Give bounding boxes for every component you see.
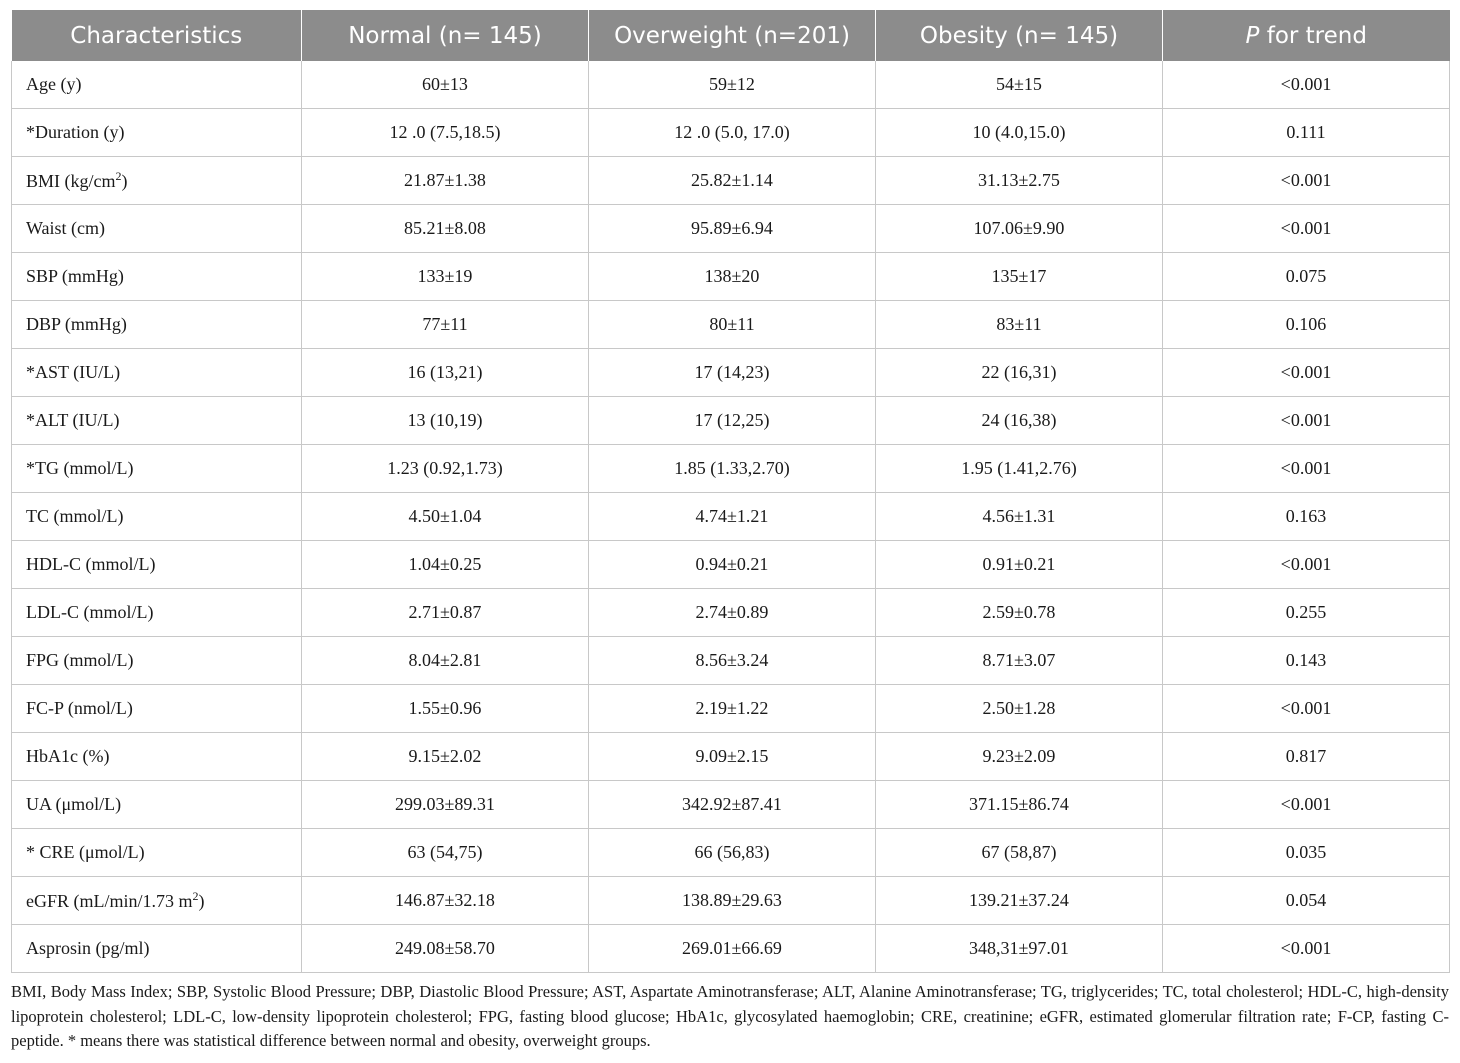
cell-overweight: 0.94±0.21 bbox=[589, 541, 876, 589]
header-p-italic: P bbox=[1245, 22, 1260, 49]
header-p-rest: for trend bbox=[1259, 22, 1367, 49]
cell-obesity: 8.71±3.07 bbox=[876, 637, 1163, 685]
cell-obesity: 135±17 bbox=[876, 253, 1163, 301]
cell-overweight: 95.89±6.94 bbox=[589, 205, 876, 253]
cell-obesity: 2.50±1.28 bbox=[876, 685, 1163, 733]
characteristics-table bbox=[11, 10, 1450, 973]
table-row bbox=[12, 157, 1450, 205]
cell-p-for-trend: 0.054 bbox=[1163, 877, 1450, 925]
row-label: SBP (mmHg) bbox=[12, 253, 302, 301]
cell-normal: 249.08±58.70 bbox=[302, 925, 589, 973]
cell-normal: 9.15±2.02 bbox=[302, 733, 589, 781]
table-row bbox=[12, 253, 1450, 301]
cell-obesity: 4.56±1.31 bbox=[876, 493, 1163, 541]
cell-obesity: 1.95 (1.41,2.76) bbox=[876, 445, 1163, 493]
header-p-for-trend bbox=[1163, 10, 1450, 61]
row-label-superscript: 2 bbox=[115, 169, 122, 183]
cell-normal: 299.03±89.31 bbox=[302, 781, 589, 829]
cell-normal: 1.04±0.25 bbox=[302, 541, 589, 589]
cell-p-for-trend: <0.001 bbox=[1163, 685, 1450, 733]
cell-overweight: 269.01±66.69 bbox=[589, 925, 876, 973]
row-label: *ALT (IU/L) bbox=[12, 397, 302, 445]
cell-normal: 133±19 bbox=[302, 253, 589, 301]
cell-normal: 21.87±1.38 bbox=[302, 157, 589, 205]
row-label: Asprosin (pg/ml) bbox=[12, 925, 302, 973]
characteristics-table-container bbox=[11, 10, 1449, 973]
cell-p-for-trend: 0.817 bbox=[1163, 733, 1450, 781]
cell-obesity: 67 (58,87) bbox=[876, 829, 1163, 877]
cell-p-for-trend: <0.001 bbox=[1163, 925, 1450, 973]
cell-overweight: 2.74±0.89 bbox=[589, 589, 876, 637]
table-row bbox=[12, 541, 1450, 589]
row-label: DBP (mmHg) bbox=[12, 301, 302, 349]
row-label: Age (y) bbox=[12, 61, 302, 109]
row-label: FC-P (nmol/L) bbox=[12, 685, 302, 733]
cell-overweight: 138.89±29.63 bbox=[589, 877, 876, 925]
cell-normal: 1.23 (0.92,1.73) bbox=[302, 445, 589, 493]
cell-p-for-trend: 0.111 bbox=[1163, 109, 1450, 157]
cell-p-for-trend: <0.001 bbox=[1163, 61, 1450, 109]
cell-obesity: 139.21±37.24 bbox=[876, 877, 1163, 925]
row-label: LDL-C (mmol/L) bbox=[12, 589, 302, 637]
cell-normal: 4.50±1.04 bbox=[302, 493, 589, 541]
cell-obesity: 83±11 bbox=[876, 301, 1163, 349]
cell-obesity: 31.13±2.75 bbox=[876, 157, 1163, 205]
cell-p-for-trend: <0.001 bbox=[1163, 781, 1450, 829]
table-row bbox=[12, 925, 1450, 973]
cell-p-for-trend: 0.035 bbox=[1163, 829, 1450, 877]
cell-normal: 12 .0 (7.5,18.5) bbox=[302, 109, 589, 157]
row-label: *Duration (y) bbox=[12, 109, 302, 157]
cell-overweight: 80±11 bbox=[589, 301, 876, 349]
cell-p-for-trend: <0.001 bbox=[1163, 445, 1450, 493]
cell-obesity: 348,31±97.01 bbox=[876, 925, 1163, 973]
cell-overweight: 9.09±2.15 bbox=[589, 733, 876, 781]
cell-obesity: 9.23±2.09 bbox=[876, 733, 1163, 781]
cell-normal: 77±11 bbox=[302, 301, 589, 349]
cell-p-for-trend: <0.001 bbox=[1163, 397, 1450, 445]
cell-overweight: 8.56±3.24 bbox=[589, 637, 876, 685]
row-label: UA (μmol/L) bbox=[12, 781, 302, 829]
cell-p-for-trend: <0.001 bbox=[1163, 541, 1450, 589]
table-row bbox=[12, 109, 1450, 157]
header-normal: Normal (n= 145) bbox=[302, 10, 589, 61]
cell-overweight: 12 .0 (5.0, 17.0) bbox=[589, 109, 876, 157]
table-footnote: BMI, Body Mass Index; SBP, Systolic Blood Pressure; DBP, Diastolic Blood Pressure; AST, Aspartate Aminotransferase; ALT, Alanine Aminotransferase; TG, triglycerides; TC, total cholesterol; HDL-C, high-density lipoprotein cholesterol; LDL-C, low-density lipoprotein cholesterol; FPG, fasting blood glucose; HbA1c, glycosylated haemoglobin; CRE, creatinine; eGFR, estimated glomerular filtration rate; F-CP, fasting C-peptide. * means there was statistical difference between normal and obesity, overweight groups. bbox=[11, 982, 1449, 1050]
cell-overweight: 4.74±1.21 bbox=[589, 493, 876, 541]
cell-obesity: 2.59±0.78 bbox=[876, 589, 1163, 637]
row-label: HDL-C (mmol/L) bbox=[12, 541, 302, 589]
cell-obesity: 24 (16,38) bbox=[876, 397, 1163, 445]
cell-normal: 63 (54,75) bbox=[302, 829, 589, 877]
row-label-text: eGFR (mL/min/1.73 m bbox=[26, 891, 193, 911]
cell-obesity: 371.15±86.74 bbox=[876, 781, 1163, 829]
table-row bbox=[12, 301, 1450, 349]
row-label: HbA1c (%) bbox=[12, 733, 302, 781]
cell-overweight: 17 (12,25) bbox=[589, 397, 876, 445]
cell-p-for-trend: 0.143 bbox=[1163, 637, 1450, 685]
cell-obesity: 22 (16,31) bbox=[876, 349, 1163, 397]
row-label: TC (mmol/L) bbox=[12, 493, 302, 541]
header-characteristics: Characteristics bbox=[12, 10, 302, 61]
cell-p-for-trend: <0.001 bbox=[1163, 157, 1450, 205]
table-row bbox=[12, 445, 1450, 493]
row-label-text-end: ) bbox=[121, 171, 128, 191]
header-overweight: Overweight (n=201) bbox=[589, 10, 876, 61]
cell-overweight: 1.85 (1.33,2.70) bbox=[589, 445, 876, 493]
cell-p-for-trend: 0.075 bbox=[1163, 253, 1450, 301]
row-label: *TG (mmol/L) bbox=[12, 445, 302, 493]
cell-overweight: 2.19±1.22 bbox=[589, 685, 876, 733]
cell-obesity: 54±15 bbox=[876, 61, 1163, 109]
cell-normal: 16 (13,21) bbox=[302, 349, 589, 397]
cell-overweight: 59±12 bbox=[589, 61, 876, 109]
table-header bbox=[12, 10, 1450, 61]
row-label-text: BMI (kg/cm bbox=[26, 171, 116, 191]
cell-overweight: 25.82±1.14 bbox=[589, 157, 876, 205]
row-label: *AST (IU/L) bbox=[12, 349, 302, 397]
row-label: * CRE (μmol/L) bbox=[12, 829, 302, 877]
table-row bbox=[12, 349, 1450, 397]
cell-normal: 2.71±0.87 bbox=[302, 589, 589, 637]
cell-obesity: 10 (4.0,15.0) bbox=[876, 109, 1163, 157]
cell-normal: 60±13 bbox=[302, 61, 589, 109]
row-label bbox=[12, 877, 302, 925]
cell-overweight: 17 (14,23) bbox=[589, 349, 876, 397]
table-row bbox=[12, 685, 1450, 733]
table-row bbox=[12, 589, 1450, 637]
header-row bbox=[12, 10, 1450, 61]
table-row bbox=[12, 781, 1450, 829]
table-row bbox=[12, 493, 1450, 541]
table-row bbox=[12, 829, 1450, 877]
table-row bbox=[12, 397, 1450, 445]
cell-obesity: 0.91±0.21 bbox=[876, 541, 1163, 589]
table-row bbox=[12, 61, 1450, 109]
row-label-superscript: 2 bbox=[192, 889, 199, 903]
cell-overweight: 138±20 bbox=[589, 253, 876, 301]
cell-overweight: 342.92±87.41 bbox=[589, 781, 876, 829]
cell-obesity: 107.06±9.90 bbox=[876, 205, 1163, 253]
cell-normal: 8.04±2.81 bbox=[302, 637, 589, 685]
cell-p-for-trend: <0.001 bbox=[1163, 205, 1450, 253]
table-row bbox=[12, 205, 1450, 253]
table-row bbox=[12, 637, 1450, 685]
row-label-text-end: ) bbox=[198, 891, 205, 911]
row-label: FPG (mmol/L) bbox=[12, 637, 302, 685]
row-label bbox=[12, 157, 302, 205]
cell-p-for-trend: <0.001 bbox=[1163, 349, 1450, 397]
cell-p-for-trend: 0.163 bbox=[1163, 493, 1450, 541]
table-row bbox=[12, 733, 1450, 781]
cell-normal: 146.87±32.18 bbox=[302, 877, 589, 925]
cell-normal: 85.21±8.08 bbox=[302, 205, 589, 253]
cell-p-for-trend: 0.255 bbox=[1163, 589, 1450, 637]
table-row bbox=[12, 877, 1450, 925]
cell-normal: 1.55±0.96 bbox=[302, 685, 589, 733]
cell-p-for-trend: 0.106 bbox=[1163, 301, 1450, 349]
cell-normal: 13 (10,19) bbox=[302, 397, 589, 445]
table-body bbox=[12, 61, 1450, 973]
header-obesity: Obesity (n= 145) bbox=[876, 10, 1163, 61]
cell-overweight: 66 (56,83) bbox=[589, 829, 876, 877]
row-label: Waist (cm) bbox=[12, 205, 302, 253]
